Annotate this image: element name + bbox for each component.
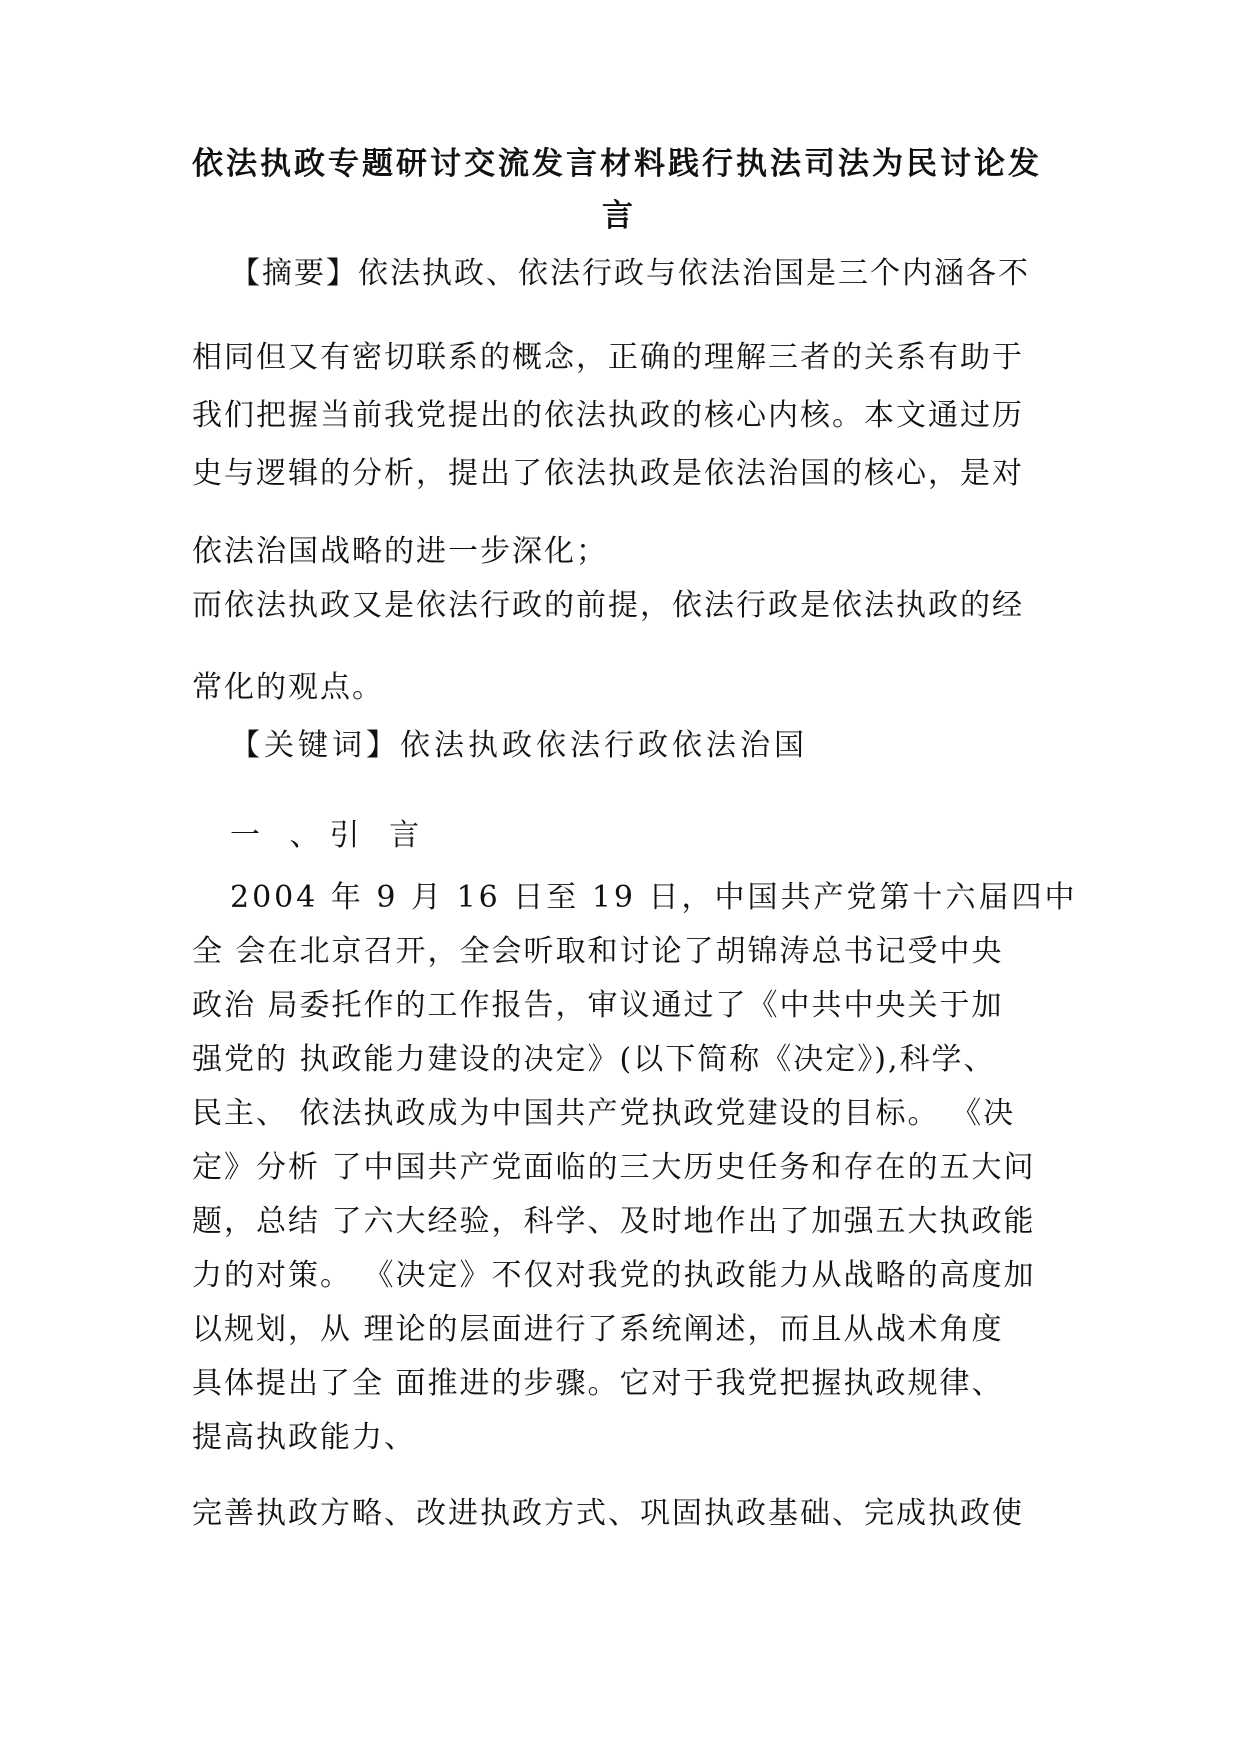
abstract-line-7: 常化的观点。	[192, 670, 384, 705]
abstract-line-1: 【摘要】依法执政、依法行政与依法治国是三个内涵各不	[230, 256, 1030, 291]
body-line-1: 2004 年 9 月 16 日至 19 日，中国共产党第十六届四中	[230, 880, 1078, 915]
body-line-2: 全 会在北京召开，全会听取和讨论了胡锦涛总书记受中央	[192, 934, 1004, 969]
body-line-3: 政治 局委托作的工作报告，审议通过了《中共中央关于加	[192, 988, 1004, 1023]
body-line-12: 完善执政方略、改进执政方式、巩固执政基础、完成执政使	[192, 1496, 1024, 1531]
body-line-9: 以规划，从 理论的层面进行了系统阐述，而且从战术角度	[192, 1312, 1004, 1347]
document-title-line-2: 言	[602, 198, 636, 234]
body-line-10: 具体提出了全 面推进的步骤。它对于我党把握执政规律、	[192, 1366, 1004, 1401]
document-title-line-1: 依法执政专题研讨交流发言材料践行执法司法为民讨论发	[192, 146, 1042, 182]
body-line-6: 定》分析 了中国共产党面临的三大历史任务和存在的五大问	[192, 1150, 1036, 1185]
body-line-7: 题，总结 了六大经验，科学、及时地作出了加强五大执政能	[192, 1204, 1036, 1239]
abstract-line-2: 相同但又有密切联系的概念，正确的理解三者的关系有助于	[192, 340, 1024, 375]
abstract-line-3: 我们把握当前我党提出的依法执政的核心内核。本文通过历	[192, 398, 1024, 433]
body-line-8: 力的对策。 《决定》不仅对我党的执政能力从战略的高度加	[192, 1258, 1036, 1293]
body-line-5: 民主、 依法执政成为中国共产党执政党建设的目标。 《决	[192, 1096, 1016, 1131]
keywords-line: 【关键词】依法执政依法行政依法治国	[230, 728, 808, 763]
section-heading: 一 、引 言	[230, 818, 430, 853]
abstract-line-6: 而依法执政又是依法行政的前提，依法行政是依法执政的经	[192, 588, 1024, 623]
abstract-line-4: 史与逻辑的分析，提出了依法执政是依法治国的核心，是对	[192, 456, 1024, 491]
body-line-4: 强党的 执政能力建设的决定》(以下简称《决定》),科学、	[192, 1042, 996, 1077]
body-line-11: 提高执政能力、	[192, 1420, 416, 1455]
abstract-line-5: 依法治国战略的进一步深化；	[192, 534, 608, 569]
